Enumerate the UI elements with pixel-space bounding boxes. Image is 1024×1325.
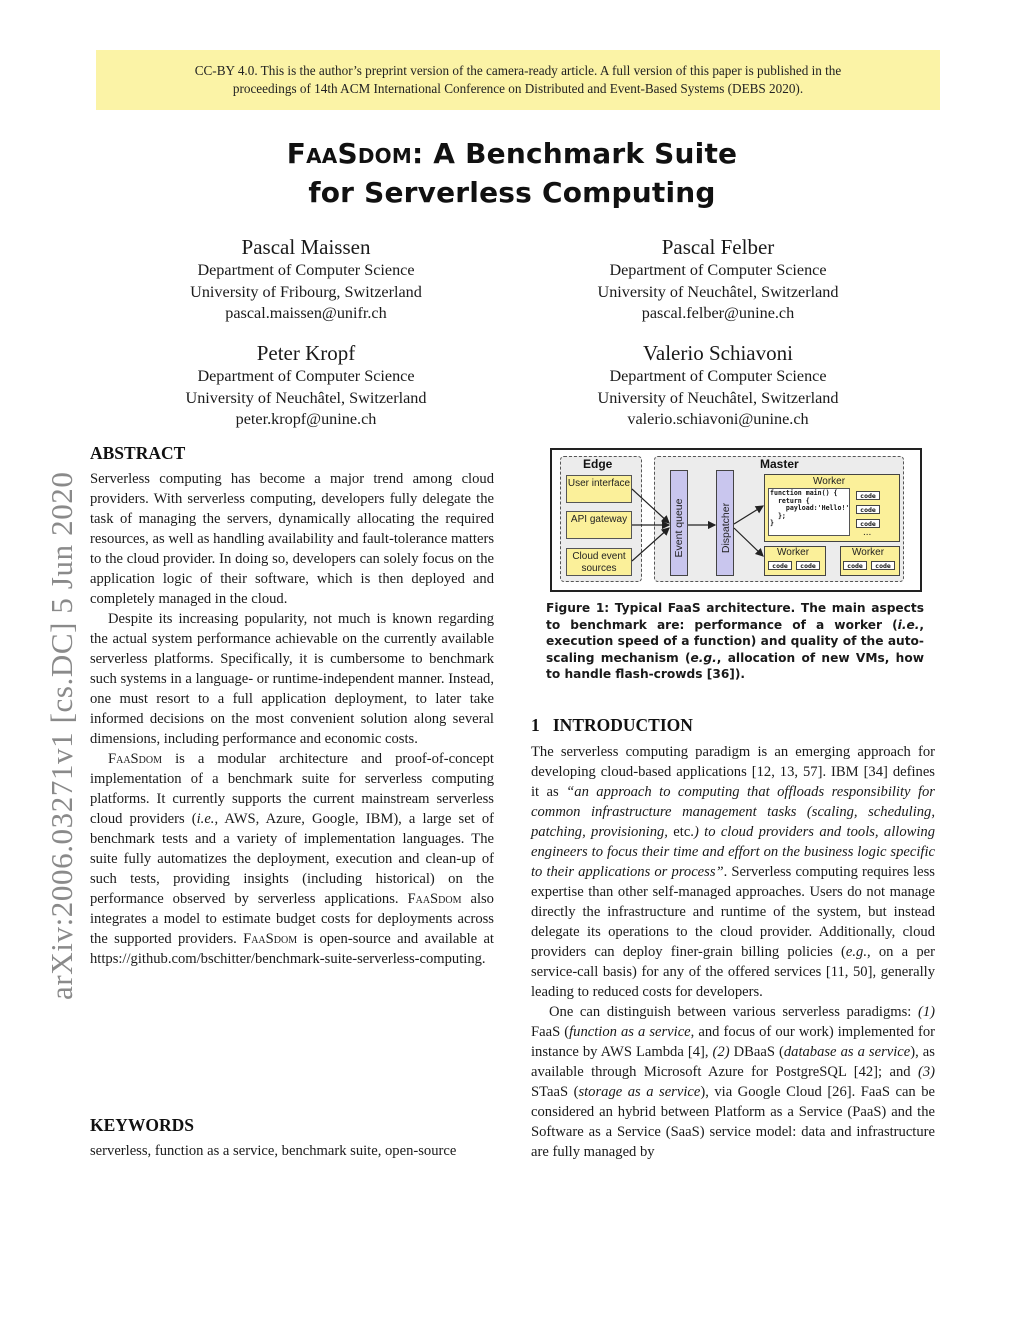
arxiv-stamp: arXiv:2006.03271v1 [cs.DC] 5 Jun 2020 bbox=[44, 471, 79, 1000]
code-chip: code bbox=[856, 491, 880, 500]
worker-main-label: Worker bbox=[813, 476, 846, 487]
author-university: University of Neuchâtel, Switzerland bbox=[597, 388, 839, 407]
intro-text-italic: (3) bbox=[917, 1064, 935, 1080]
author-name: Pascal Maissen bbox=[241, 235, 371, 259]
dispatcher-label: Dispatcher bbox=[720, 502, 732, 554]
code-chip: code bbox=[856, 519, 880, 528]
abstract-paragraph-2: Despite its increasing popularity, not much is known regarding the actual system performance achievable on the currently available serverless platforms. Specifically, it is cumbersome to benchmark such systems in a language- or runtime-independent manner. Instead, one must resort to a full application deployment, to later take informed decisions on the most convenient solution along several dimensions, including performance and economic costs. bbox=[90, 611, 494, 747]
intro-text-italic: (1) bbox=[917, 1004, 935, 1020]
event-queue-label: Event queue bbox=[673, 498, 685, 558]
intro-text: etc. bbox=[667, 824, 694, 840]
paper-title bbox=[0, 134, 1024, 212]
abstract-heading: ABSTRACT bbox=[90, 443, 186, 463]
arrow-ui-to-queue bbox=[632, 489, 669, 523]
caption-text: Figure 1: Typical FaaS architecture. The main aspects to benchmark are: performance of a worker ( bbox=[546, 601, 924, 632]
figure-arrows bbox=[550, 448, 922, 592]
keywords-heading: KEYWORDS bbox=[90, 1115, 195, 1135]
author-block bbox=[126, 234, 486, 325]
figure-caption bbox=[546, 600, 924, 683]
abstract-paragraph-3 bbox=[90, 749, 494, 969]
abstract-text: is open-source and available at https://github.com/bschitter/benchmark-suite-serverless-computing. bbox=[90, 931, 494, 967]
caption-text: , execution speed of a function) and quality of the auto-scaling mechanism ( bbox=[546, 617, 924, 665]
intro-text: One can distinguish between various serverless paradigms: bbox=[549, 1004, 918, 1020]
license-notice bbox=[96, 50, 940, 110]
intro-text: The serverless computing paradigm is an emerging approach for developing cloud-based applications [12, 13, 57]. IBM [34] defines it as bbox=[531, 744, 935, 800]
intro-text-italic: (2) bbox=[712, 1044, 730, 1060]
author-name: Peter Kropf bbox=[256, 341, 356, 365]
intro-text: STaaS ( bbox=[531, 1084, 579, 1100]
keywords-section bbox=[90, 1114, 494, 1161]
author-block bbox=[538, 234, 898, 325]
right-column bbox=[531, 714, 935, 1162]
system-name: FaaSdom bbox=[108, 751, 163, 767]
left-column bbox=[90, 442, 494, 969]
cloud-event-sources-box: Cloud event sources bbox=[566, 548, 632, 576]
code-chip: code bbox=[768, 561, 792, 570]
caption-text-italic: e.g. bbox=[690, 650, 717, 665]
code-chip: code bbox=[843, 561, 867, 570]
caption-text-italic: i.e. bbox=[897, 617, 920, 632]
author-email[interactable]: peter.kropf@unine.ch bbox=[235, 410, 377, 428]
title-system-name: FaaSdom bbox=[286, 137, 412, 170]
arrow-dispatcher-to-worker bbox=[734, 506, 763, 524]
edge-label: Edge bbox=[583, 457, 613, 471]
system-name: FaaSdom bbox=[407, 891, 462, 907]
user-interface-box: User interface bbox=[566, 475, 632, 503]
license-notice-line-1: CC-BY 4.0. This is the author’s preprint version of the camera-ready article. A full version of this paper is published in the bbox=[194, 63, 842, 78]
arrow-events-to-queue bbox=[632, 528, 669, 561]
intro-text: DBaaS ( bbox=[729, 1044, 784, 1060]
intro-text-italic: storage as a service bbox=[578, 1084, 701, 1100]
author-department: Department of Computer Science bbox=[609, 367, 827, 385]
intro-text: , and focus of our work) implemented for instance by AWS Lambda [4], bbox=[531, 1024, 935, 1060]
title-line-2: for Serverless Computing bbox=[308, 176, 716, 209]
ellipsis-text: ... bbox=[863, 527, 872, 538]
author-block bbox=[538, 340, 898, 431]
figure-faas-architecture bbox=[550, 448, 922, 592]
intro-text: . Serverless computing requires less expertise than other self-managed approaches. Users do not manage directly the infrastructure and runtime of the system, but instead delegate its operations to the cloud provider. Additionally, cloud providers can deploy finer-grain billing policies ( bbox=[531, 864, 935, 960]
master-label: Master bbox=[760, 457, 799, 471]
abstract-text: is a modular architecture and proof-of-concept implementation of a benchmark suite for serverless computing platforms. It currently supports the current mainstream serverless cloud providers ( bbox=[90, 751, 494, 827]
author-block bbox=[126, 340, 486, 431]
author-university: University of Fribourg, Switzerland bbox=[190, 282, 422, 301]
abstract-text: also integrates a model to estimate budget costs for deployments across the supported providers. bbox=[90, 891, 494, 947]
intro-quote: ) to cloud providers and tools, allowing engineers to focus their time and effort on the business logic specific to their applications or process” bbox=[531, 824, 935, 880]
system-name: FaaSdom bbox=[243, 931, 298, 947]
title-line-1: : A Benchmark Suite bbox=[411, 137, 738, 170]
intro-text: , on a per service-call basis) for any of the offered services [11, 50], generally leading to reduced costs for developers. bbox=[531, 944, 935, 1000]
code-chip: code bbox=[796, 561, 820, 570]
intro-text: ), as available through Microsoft Azure for PostgreSQL [42]; and bbox=[531, 1044, 935, 1080]
intro-text-italic: e.g. bbox=[845, 944, 867, 960]
keywords-text: serverless, function as a service, benchmark suite, open-source bbox=[90, 1143, 457, 1159]
introduction-paragraph-1 bbox=[531, 742, 935, 1002]
introduction-heading: 1 INTRODUCTION bbox=[531, 715, 693, 735]
author-department: Department of Computer Science bbox=[197, 367, 415, 385]
code-chip: code bbox=[856, 505, 880, 514]
author-email[interactable]: valerio.schiavoni@unine.ch bbox=[627, 410, 809, 428]
introduction-paragraph-2 bbox=[531, 1002, 935, 1162]
intro-quote: “an approach to computing that offloads responsibility for common infrastructure management tasks (scaling, scheduling, patching, provisioning, bbox=[531, 784, 935, 840]
intro-text-italic: database as a service bbox=[783, 1044, 911, 1060]
abstract-text-italic: i.e. bbox=[196, 811, 215, 827]
arrow-dispatcher-to-worker-a bbox=[734, 528, 763, 556]
worker-a-label: Worker bbox=[777, 547, 810, 558]
license-notice-line-2: proceedings of 14th ACM International Conference on Distributed and Event-Based Systems (DEBS 2020). bbox=[232, 81, 804, 96]
author-department: Department of Computer Science bbox=[609, 261, 827, 279]
author-department: Department of Computer Science bbox=[197, 261, 415, 279]
abstract-paragraph-1: Serverless computing has become a major trend among cloud providers. With serverless computing, developers fully delegate the task of managing the servers, dynamically allocating the required resources, as well as handling availability and fault-tolerance matters to the cloud provider. In doing so, developers can solely focus on the application logic of their software, which is then deployed and completely managed in the cloud. bbox=[90, 471, 494, 607]
caption-text: , allocation of new VMs, how to handle flash-crowds [36]). bbox=[546, 650, 924, 682]
author-email[interactable]: pascal.felber@unine.ch bbox=[641, 304, 795, 322]
author-email[interactable]: pascal.maissen@unifr.ch bbox=[225, 304, 387, 322]
function-code-snippet: function main() { return { payload:'Hello!' }; } bbox=[770, 489, 850, 527]
intro-text-italic: function as a service bbox=[569, 1024, 691, 1040]
author-name: Pascal Felber bbox=[661, 235, 775, 259]
worker-b-label: Worker bbox=[852, 547, 885, 558]
abstract-text: , AWS, Azure, Google, IBM), a large set of benchmark tests and a variety of implementation languages. The suite fully automatizes the deployment, execution and clean-up of such tests, providing insights (including historical) on the performance observed by serverless applications. bbox=[90, 811, 495, 907]
author-university: University of Neuchâtel, Switzerland bbox=[185, 388, 427, 407]
code-chip: code bbox=[871, 561, 895, 570]
api-gateway-box: API gateway bbox=[566, 511, 632, 539]
author-name: Valerio Schiavoni bbox=[643, 341, 793, 365]
intro-text: FaaS ( bbox=[531, 1024, 570, 1040]
author-university: University of Neuchâtel, Switzerland bbox=[597, 282, 839, 301]
intro-text: ), via Google Cloud [26]. FaaS can be considered an hybrid between Platform as a Service (PaaS) and the Software as a Service (SaaS) service model: data and infrastructure are fully managed by bbox=[531, 1084, 936, 1160]
